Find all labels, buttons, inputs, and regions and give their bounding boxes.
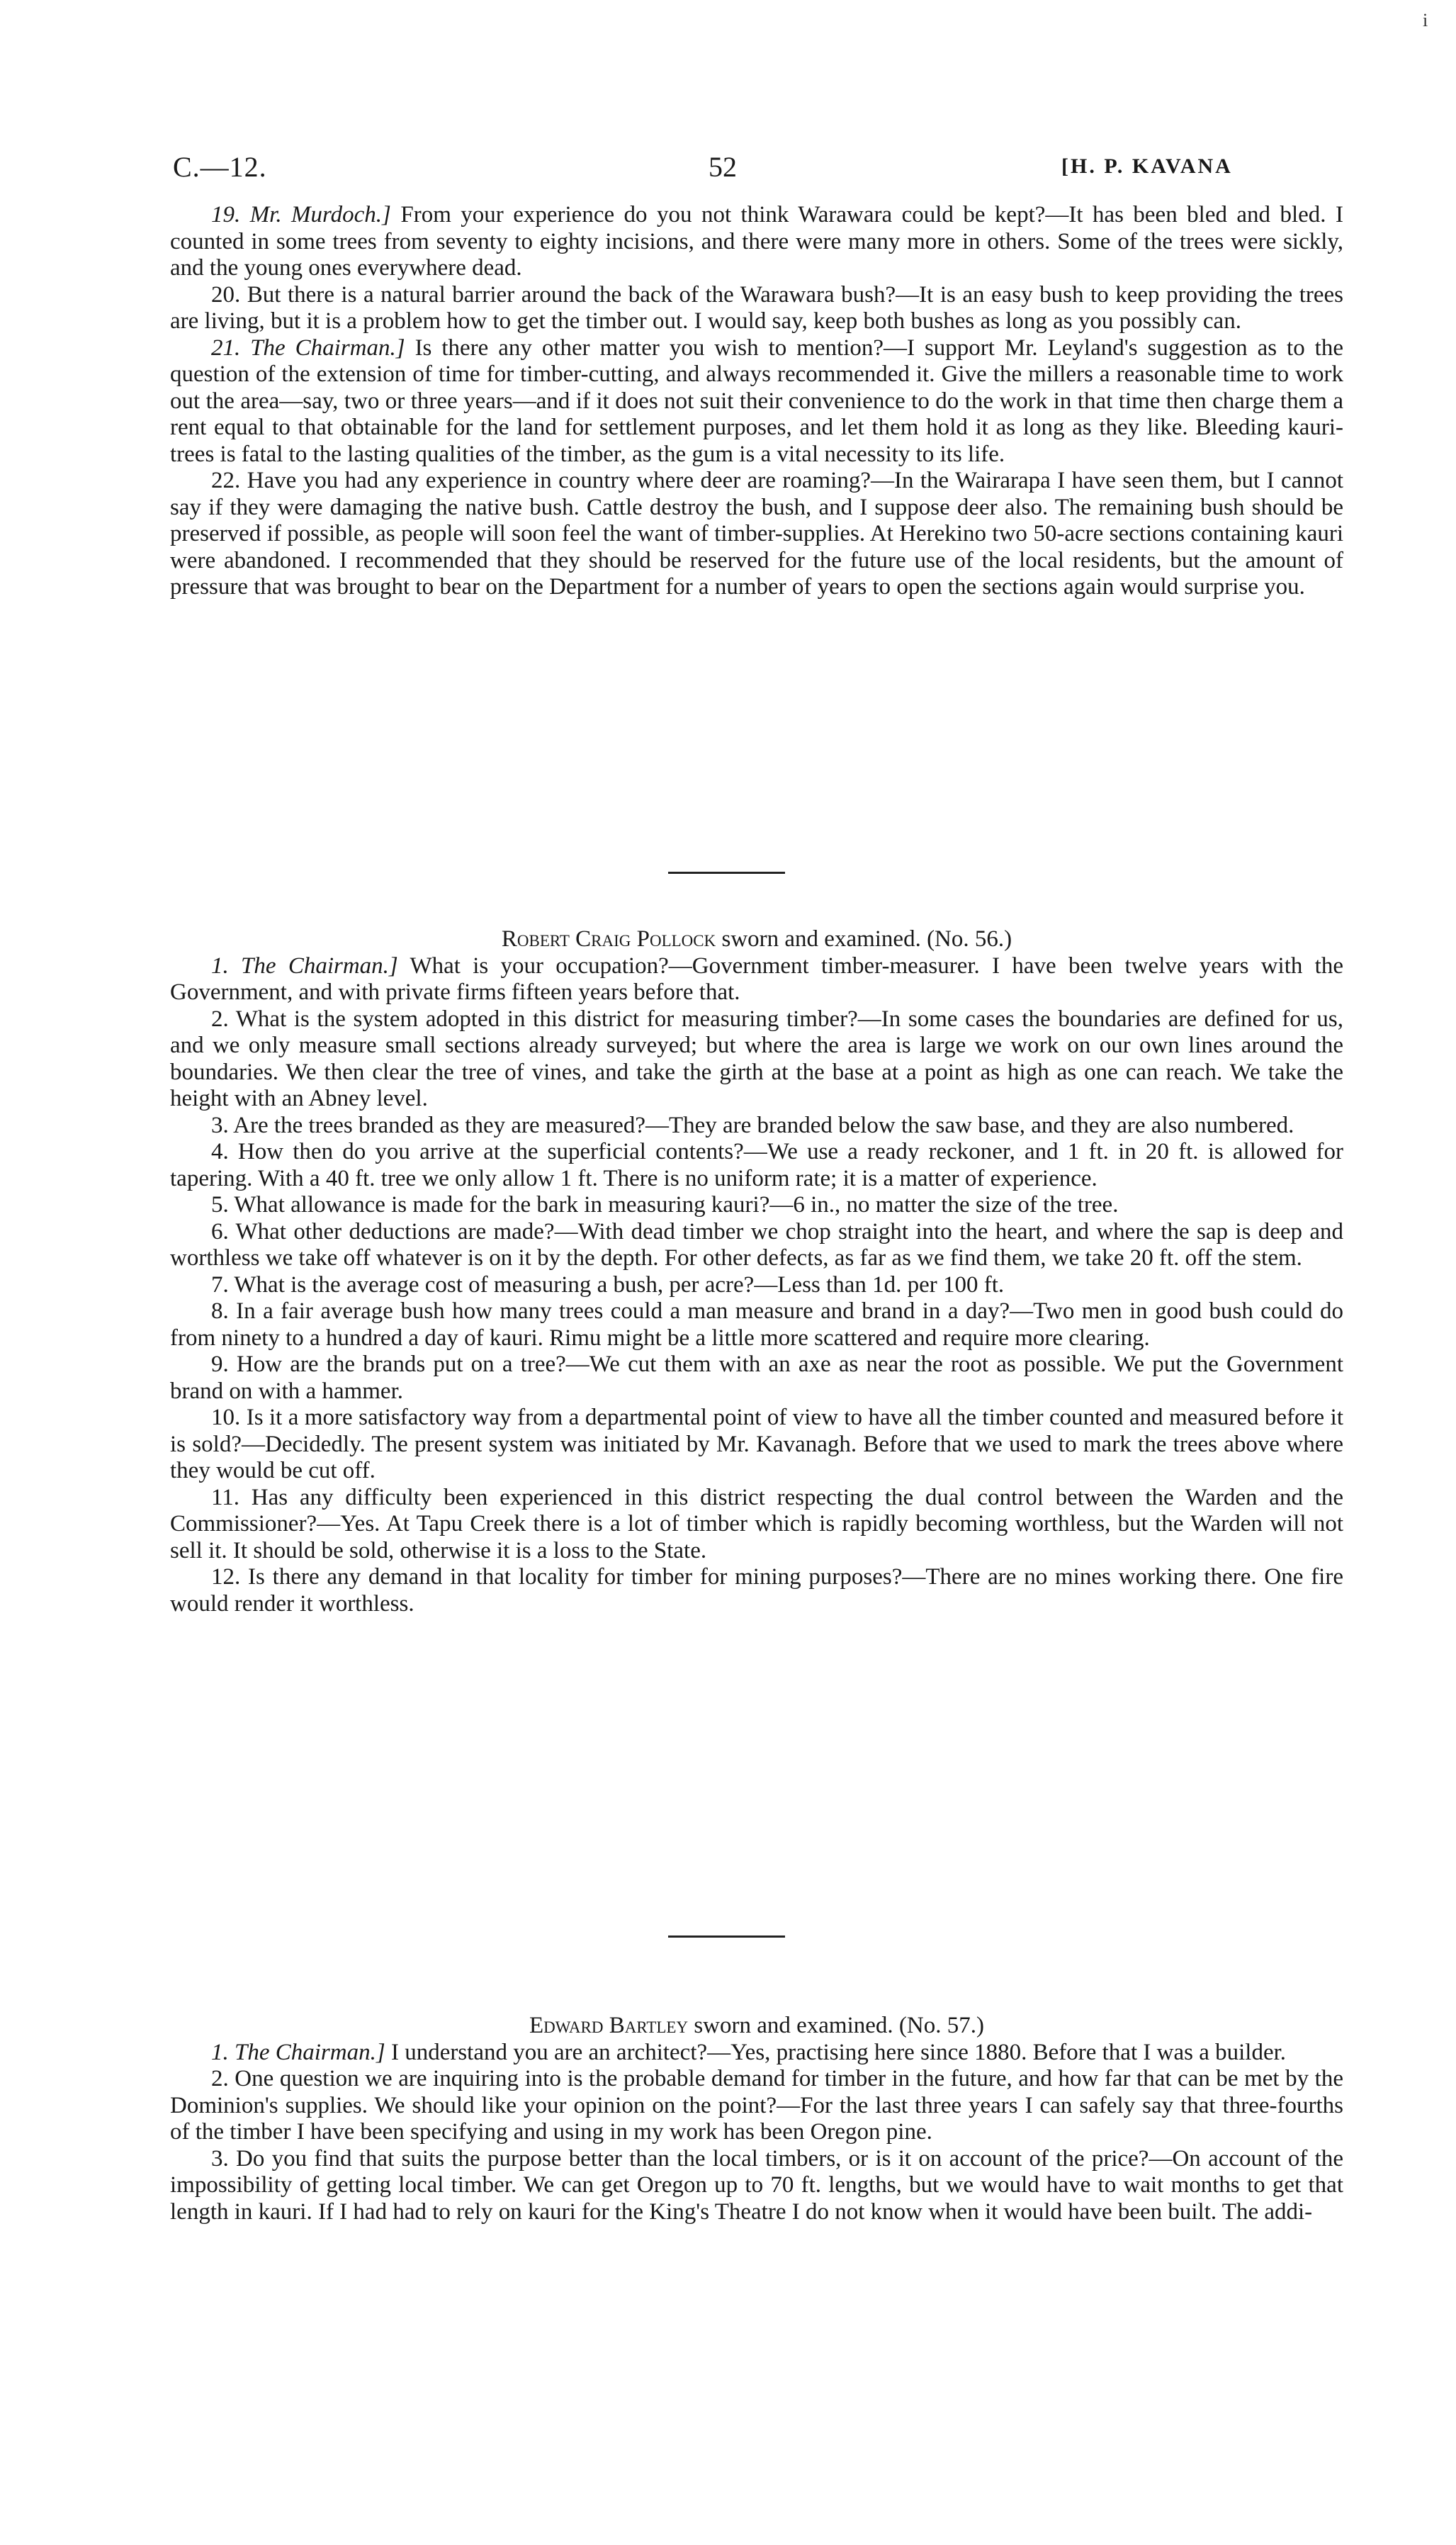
paragraph-text: 12. Is there any demand in that locality for timber for mining purposes?—There are no mines working there. One fire would render it worthless. xyxy=(170,1564,1343,1617)
paragraph xyxy=(170,1485,1343,1565)
paragraph-text: 5. What allowance is made for the bark in measuring kauri?—6 in., no matter the size of the tree. xyxy=(211,1192,1119,1218)
section-divider xyxy=(668,872,785,874)
paragraph xyxy=(170,2066,1343,2146)
paragraph-text: 22. Have you had any experience in country where deer are roaming?—In the Wairarapa I have seen them, but I cannot say if they were damaging the native bush. Cattle destroy the bush, and I suppose deer also. The remaining bush should be preserved if possible, as people will soon feel the want of timber-supplies. At Herekino two 50-acre sections containing kauri were abandoned. I recommended that they should be reserved for the future use of the local residents, but the amount of pressure that was brought to bear on the Department for a number of years to open the sections again would surprise you. xyxy=(170,468,1343,600)
paragraph-text: 8. In a fair average bush how many trees could a man measure and brand in a day?—Two men in good bush could do from ninety to a hundred a day of kauri. Rimu might be a little more scattered and require more clearing. xyxy=(170,1298,1343,1351)
paragraph xyxy=(170,2146,1343,2226)
paragraph-text: 2. One question we are inquiring into is the probable demand for timber in the future, and how far that can be met by the Dominion's supplies. We should like your opinion on the point?—For the last three years I can safely say that three-fourths of the timber I have been specifying and using in my work has been Oregon pine. xyxy=(170,2066,1343,2145)
testimony-continued xyxy=(170,202,1343,601)
speaker: 19. Mr. Murdoch.] xyxy=(211,202,391,227)
paragraph xyxy=(170,1352,1343,1405)
paper-reference: C.—12. xyxy=(173,151,267,183)
paragraph-text: 11. Has any difficulty been experienced in this district respecting the dual control between the Warden and the Commissioner?—Yes. At Tapu Creek there is a lot of timber which is rapidly becoming worthless, but the Warden will not sell it. It should be sold, otherwise it is a loss to the State. xyxy=(170,1484,1343,1563)
paragraph-text: 3. Do you find that suits the purpose better than the local timbers, or is it on account of the price?—On account of the impossibility of getting local timber. We can get Oregon up to 70 ft. lengths, but we would have to wait months to get that length in kauri. If I had had to rely on kauri for the King's Theatre I do not know when it would have been built. The addi- xyxy=(170,2145,1343,2225)
paragraph-text: From your experience do you not think Warawara could be kept?—It has been bled and bled. I counted in some trees from seventy to eighty incisions, and there were many more in others. Some of the trees were sickly, and the young ones everywhere dead. xyxy=(170,202,1343,281)
paragraph xyxy=(170,335,1343,468)
paragraph xyxy=(170,1006,1343,1113)
paragraph-text: 3. Are the trees branded as they are measured?—They are branded below the saw base, and they are also numbered. xyxy=(211,1112,1294,1138)
corner-mark: i xyxy=(1423,10,1428,30)
paragraph-text: 20. But there is a natural barrier around the back of the Warawara bush?—It is an easy bush to keep providing the trees are living, but it is a problem how to get the timber out. I would say, keep both bushes as long as you possibly can. xyxy=(170,281,1343,334)
paragraph-text: Is there any other matter you wish to mention?—I support Mr. Leyland's suggestion as to the question of the extension of time for timber-cutting, and always recommended it. Give the millers a reasonable time to work out the area—say, two or three years—and if it does not suit their convenience to do the work in that time then charge them a rent equal to that obtainable for the land for settlement purposes, and let them hold it as long as they like. Bleeding kauri-trees is fatal to the lasting qualities of the timber, as the gum is a vital necessity to its life. xyxy=(170,335,1343,467)
speaker: 1. The Chairman.] xyxy=(211,2039,385,2065)
paragraph xyxy=(170,1564,1343,1617)
witness-running-head: [H. P. KAVANA xyxy=(1061,155,1233,178)
paragraph xyxy=(170,953,1343,1006)
paragraph xyxy=(170,1298,1343,1352)
page-header xyxy=(0,150,1456,193)
title-rest: sworn and examined. (No. 56.) xyxy=(716,926,1012,952)
speaker: 1. The Chairman.] xyxy=(211,953,398,979)
paragraph-text: 2. What is the system adopted in this district for measuring timber?—In some cases the boundaries are defined for us, and we only measure small sections already surveyed; but where the area is large we work on our own lines around the boundaries. We then clear the tree of vines, and take the girth at the base at a point as high as one can reach. We take the height with an Abney level. xyxy=(170,1006,1343,1111)
paragraph xyxy=(170,1219,1343,1272)
paragraph xyxy=(170,1272,1343,1299)
paragraph xyxy=(170,1405,1343,1485)
paragraph-text: 10. Is it a more satisfactory way from a departmental point of view to have all the timber counted and measured before it is sold?—Decidedly. The present system was initiated by Mr. Kavanagh. Before that we used to mark the trees above where they would be cut off. xyxy=(170,1405,1343,1483)
title-rest: sworn and examined. (No. 57.) xyxy=(688,2013,984,2038)
witness-name: Robert Craig Pollock xyxy=(501,926,716,952)
paragraph xyxy=(170,282,1343,335)
paragraph xyxy=(170,2040,1343,2067)
paragraph-text: 6. What other deductions are made?—With dead timber we chop straight into the heart, and where the sap is deep and worthless we take off whatever is on it by the depth. For other defects, as far as we find them, we take 20 ft. off the stem. xyxy=(170,1218,1343,1271)
paragraph-text: 9. How are the brands put on a tree?—We cut them with an axe as near the root as possible. We put the Government brand on with a hammer. xyxy=(170,1352,1343,1404)
paragraph-text: 4. How then do you arrive at the superficial contents?—We use a ready reckoner, and 1 ft. in 20 ft. is allowed for tapering. With a 40 ft. tree we only allow 1 ft. There is no uniform rate; it is a matter of experience. xyxy=(170,1139,1343,1191)
paragraph xyxy=(170,1113,1343,1140)
section-divider xyxy=(668,1936,785,1938)
paragraph-text: I understand you are an architect?—Yes, practising here since 1880. Before that I was a builder. xyxy=(385,2039,1287,2065)
paragraph xyxy=(170,1192,1343,1219)
paragraph-text: What is your occupation?—Government timber-measurer. I have been twelve years with the Government, and with private firms fifteen years before that. xyxy=(170,953,1343,1005)
witness-name: Edward Bartley xyxy=(529,2013,689,2038)
paragraph-text: 7. What is the average cost of measuring a bush, per acre?—Less than 1d. per 100 ft. xyxy=(211,1271,1005,1298)
section-title xyxy=(170,926,1343,953)
speaker: 21. The Chairman.] xyxy=(211,335,405,361)
testimony-pollock xyxy=(170,926,1343,1617)
page-number: 52 xyxy=(709,151,737,183)
paragraph xyxy=(170,468,1343,601)
paragraph xyxy=(170,1139,1343,1192)
testimony-bartley xyxy=(170,2013,1343,2225)
section-title xyxy=(170,2013,1343,2040)
paragraph xyxy=(170,202,1343,282)
